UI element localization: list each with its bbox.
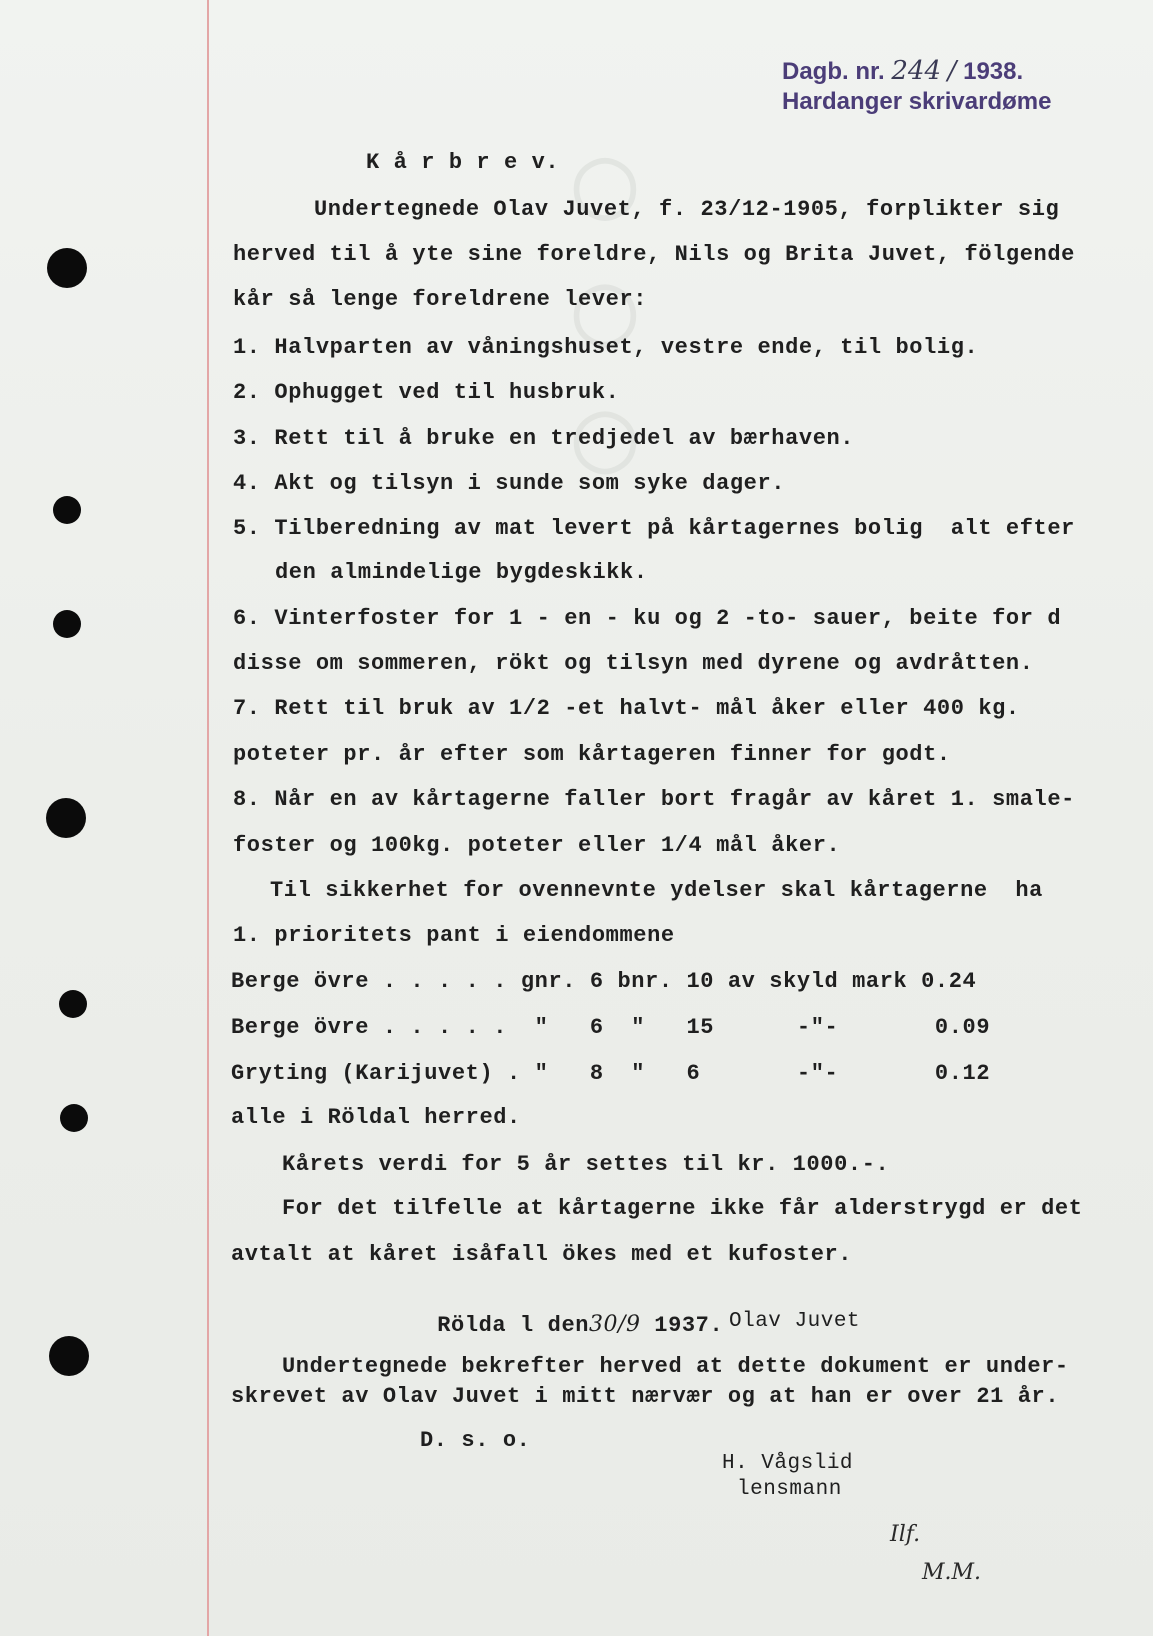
text-line: 1. Halvparten av våningshuset, vestre ende, til bolig. bbox=[233, 335, 979, 360]
text-line: skrevet av Olav Juvet i mitt nærvær og at han er over 21 år. bbox=[231, 1384, 1060, 1409]
date-year: 1937. bbox=[654, 1313, 724, 1338]
text-line: alle i Röldal herred. bbox=[231, 1105, 521, 1130]
text-line: 6. Vinterfoster for 1 - en - ku og 2 -to- sauer, beite for d bbox=[233, 606, 1062, 631]
punch-hole bbox=[53, 610, 81, 638]
stamp-year: 1938. bbox=[963, 58, 1024, 85]
stamp-separator: / bbox=[947, 56, 957, 86]
text-line: poteter pr. år efter som kårtageren finner for godt. bbox=[233, 742, 951, 767]
stamp-prefix: Dagb. nr. bbox=[782, 58, 885, 85]
text-line: 2. Ophugget ved til husbruk. bbox=[233, 380, 620, 405]
text-line: 3. Rett til å bruke en tredjedel av bærhaven. bbox=[233, 426, 855, 451]
text-line: Undertegnede bekrefter herved at dette dokument er under- bbox=[282, 1354, 1069, 1379]
punch-hole bbox=[53, 496, 81, 524]
text-line: D. s. o. bbox=[420, 1428, 531, 1453]
text-line: den almindelige bygdeskikk. bbox=[275, 560, 648, 585]
property-row: Gryting (Karijuvet) . " 8 " 6 -"- 0.12 bbox=[231, 1061, 991, 1086]
punch-hole bbox=[46, 798, 86, 838]
text-line: herved til å yte sine foreldre, Nils og Brita Juvet, fölgende bbox=[233, 242, 1075, 267]
text-line: Undertegnede Olav Juvet, f. 23/12-1905, forplikter sig bbox=[314, 197, 1060, 222]
text-line: avtalt at kåret isåfall ökes med et kufoster. bbox=[231, 1242, 853, 1267]
document-title: K å r b r e v. bbox=[366, 150, 560, 175]
initials-mark: M.M. bbox=[922, 1560, 982, 1585]
margin-rule bbox=[207, 0, 209, 1636]
place-date bbox=[382, 1287, 723, 1363]
punch-hole bbox=[60, 1104, 88, 1132]
punch-hole bbox=[47, 248, 87, 288]
stamp-office: Hardanger skrivardøme bbox=[782, 88, 1052, 115]
text-line: 7. Rett til bruk av 1/2 -et halvt- mål åker eller 400 kg. bbox=[233, 696, 1020, 721]
place-label: Rölda l den bbox=[437, 1313, 590, 1338]
text-line: Til sikkerhet for ovennevnte ydelser skal kårtagerne ha bbox=[270, 878, 1043, 903]
text-line: 1. prioritets pant i eiendommene bbox=[233, 923, 675, 948]
date-handwritten: 30/9 bbox=[589, 1312, 641, 1337]
signer-name: Olav Juvet bbox=[729, 1310, 861, 1333]
text-line: Kårets verdi for 5 år settes til kr. 1000.-. bbox=[282, 1152, 890, 1177]
text-line: For det tilfelle at kårtagerne ikke får alderstrygd er det bbox=[282, 1196, 1083, 1221]
text-line: kår så lenge foreldrene lever: bbox=[233, 287, 648, 312]
property-row: Berge övre . . . . . gnr. 6 bnr. 10 av skyld mark 0.24 bbox=[231, 969, 977, 994]
text-line: foster og 100kg. poteter eller 1/4 mål åker. bbox=[233, 833, 841, 858]
registry-stamp bbox=[782, 56, 1051, 117]
stamp-number: 244 bbox=[891, 56, 941, 86]
witness-title: lensmann bbox=[737, 1478, 842, 1501]
witness-name: H. Vågslid bbox=[722, 1452, 854, 1475]
property-row: Berge övre . . . . . " 6 " 15 -"- 0.09 bbox=[231, 1015, 991, 1040]
punch-hole bbox=[49, 1336, 89, 1376]
initials-mark: Ilf. bbox=[890, 1522, 921, 1547]
punch-hole bbox=[59, 990, 87, 1018]
text-line: 8. Når en av kårtagerne faller bort fragår av kåret 1. smale- bbox=[233, 787, 1075, 812]
text-line: 5. Tilberedning av mat levert på kårtagernes bolig alt efter bbox=[233, 516, 1075, 541]
watermark-stamp: ◯ ◯ ◯ bbox=[572, 150, 639, 494]
text-line: 4. Akt og tilsyn i sunde som syke dager. bbox=[233, 471, 786, 496]
text-line: disse om sommeren, rökt og tilsyn med dyrene og avdråtten. bbox=[233, 651, 1034, 676]
